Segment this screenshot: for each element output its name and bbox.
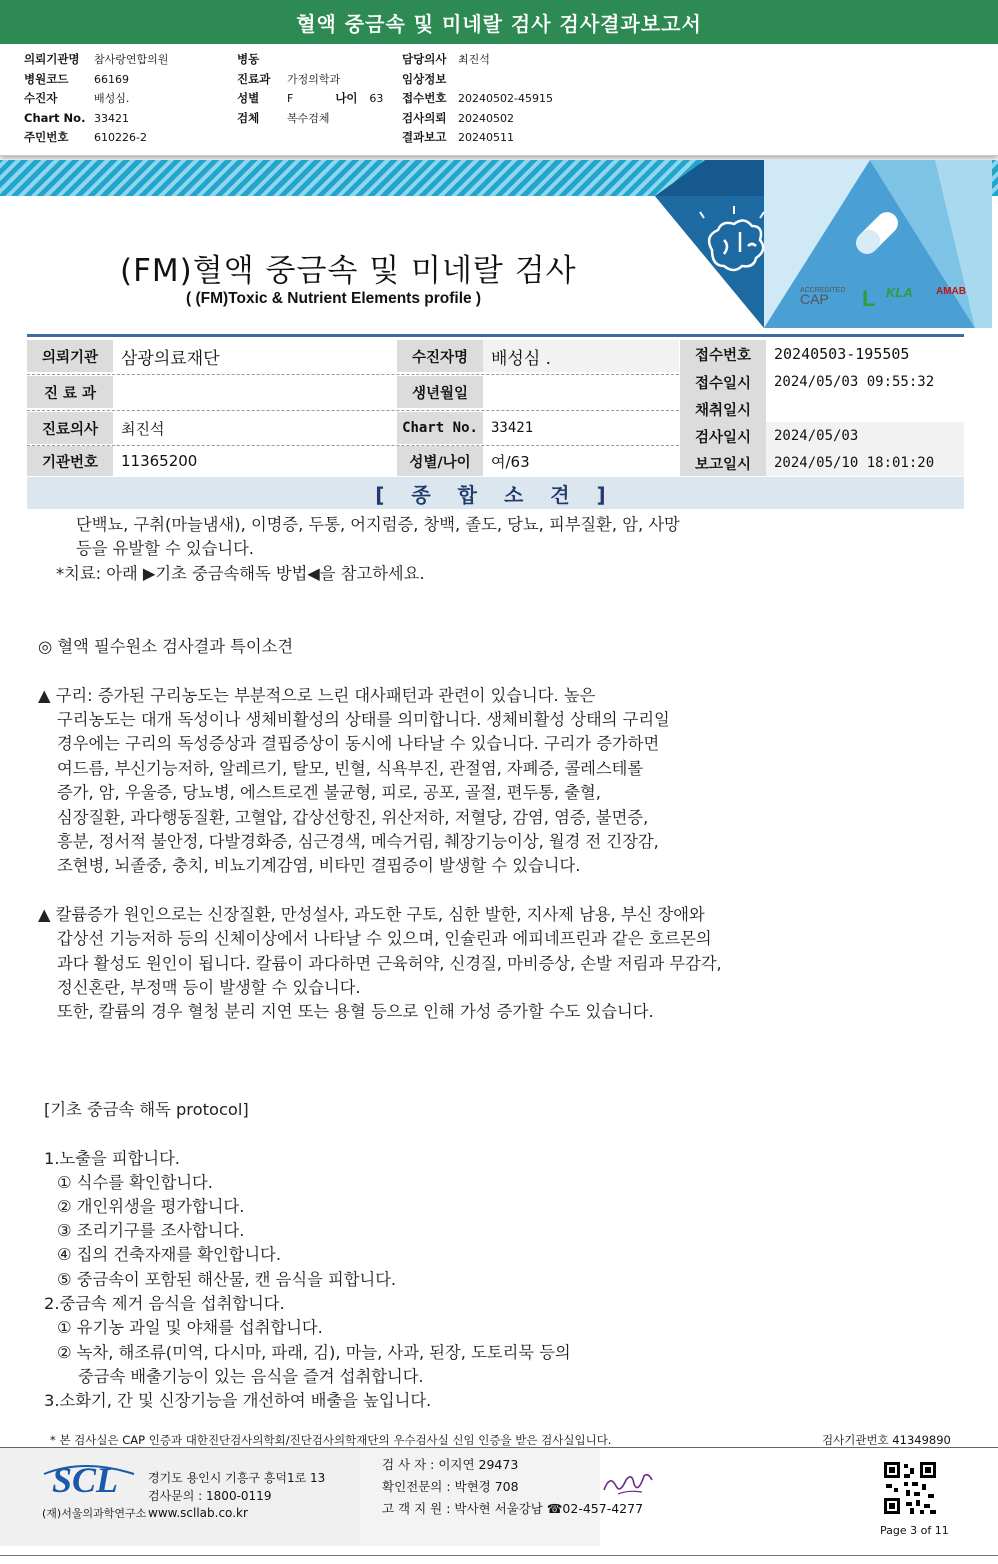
treatment-note: *치료: 아래 ▶기초 중금속해독 방법◀을 참고하세요. (56, 564, 425, 583)
cap-cert-text: CAP (800, 291, 829, 307)
info-label: 결과보고 (402, 130, 447, 144)
inspection-institution-no: 검사기관번호 41349890 (822, 1433, 951, 1447)
recv-no-label: 접수번호 (680, 340, 766, 368)
accreditation-note: * 본 검사실은 CAP 인증과 대한진단검사의학회/진단검사의학재단의 우수검사실 신임 인증을 받은 검사실입니다. (50, 1433, 612, 1447)
info-label: 임상정보 (402, 71, 447, 86)
info-value: 배성심. (94, 92, 130, 105)
protocol-step: 1.노출을 피합니다. (44, 1149, 180, 1168)
grid-divider (27, 445, 679, 446)
info-value: 참사랑연합의원 (94, 53, 169, 66)
test-date-label: 검사일시 (680, 422, 766, 450)
kla-cert-logo: KLA (886, 285, 913, 300)
protocol-item: ① 식수를 확인합니다. (57, 1173, 213, 1192)
dark-triangle-shade (655, 196, 764, 328)
section-heading: ◎ 혈액 필수원소 검사결과 특이소견 (38, 637, 294, 656)
potassium-line: 과다 활성도 원인이 됩니다. 칼륨이 과다하면 근육허약, 신경질, 마비증상, 손발 저림과 무감각, (57, 954, 722, 973)
tester-info: 검 사 자 : 이지연 29473 (382, 1457, 519, 1472)
footer-website: www.scllab.co.kr (148, 1506, 248, 1520)
grid-divider (27, 410, 679, 411)
doctor-value: 최진석 (121, 419, 165, 438)
age-value: 63 (369, 92, 384, 105)
info-label: 병동 (237, 52, 260, 66)
org-value: 삼광의료재단 (121, 348, 220, 369)
cap-cert-logo (800, 287, 846, 307)
info-label: 담당의사 (402, 52, 447, 66)
info-label: Chart No. (24, 110, 86, 125)
patient-info-grid (27, 334, 964, 474)
info-label: 검체 (237, 110, 260, 125)
bottom-rule (0, 1555, 998, 1556)
potassium-line: 또한, 칼륨의 경우 혈청 분리 지연 또는 용혈 등으로 인해 가성 증가할 수도 있습니다. (57, 1002, 654, 1021)
info-value: 최진석 (458, 53, 490, 66)
info-label: 접수번호 (402, 91, 447, 105)
protocol-step: 3.소화기, 간 및 신장기능을 개선하여 배출을 높입니다. (44, 1391, 432, 1410)
confirming-specialist: 확인전문의 : 박현경 708 (382, 1479, 519, 1494)
protocol-item: ⑤ 중금속이 포함된 해산물, 캔 음식을 피합니다. (57, 1270, 397, 1289)
header-graphic (0, 160, 998, 328)
info-label: 검사의뢰 (402, 110, 447, 125)
copper-line: 조현병, 뇌졸중, 충치, 비뇨기계감염, 비타민 결핍증이 발생할 수 있습니다. (57, 856, 581, 875)
footer-inquiry-phone: 검사문의 : 1800-0119 (148, 1489, 272, 1503)
protocol-step: 2.중금속 제거 음식을 섭취합니다. (44, 1294, 285, 1313)
test-subtitle: ( (FM)Toxic & Nutrient Elements profile ) (186, 290, 482, 307)
info-label: 병원코드 (24, 71, 69, 86)
scl-institute-name: (재)서울의과학연구소 (42, 1507, 147, 1520)
report-date-label: 보고일시 (680, 450, 766, 476)
info-label: 주민번호 (24, 130, 69, 144)
protocol-item: ① 유기농 과일 및 야채를 섭취합니다. (57, 1318, 323, 1337)
opinion-heading: [ 종 합 소 견 ] (27, 477, 964, 509)
info-label: 성별 (237, 91, 260, 105)
recv-date-value: 2024/05/03 09:55:32 (774, 374, 935, 390)
protocol-item: ④ 집의 건축자재를 확인합니다. (57, 1245, 282, 1264)
recv-no-value: 20240503-195505 (774, 345, 910, 363)
request-info-panel (0, 44, 998, 156)
test-title: (FM)혈액 중금속 및 미네랄 검사 (120, 253, 577, 289)
opinion-line: 단백뇨, 구취(마늘냄새), 이명증, 두통, 어지럼증, 창백, 졸도, 당뇨, 피부질환, 암, 사망 (76, 515, 680, 534)
info-value: 610226-2 (94, 131, 147, 144)
chart-value: 33421 (491, 420, 534, 436)
sexage-label: 성별/나이 (397, 446, 483, 476)
info-value: 복수검체 (287, 111, 330, 125)
copper-line: 심장질환, 과다행동질환, 고혈압, 갑상선항진, 위산저하, 저혈당, 감염, 염증, 불면증, (57, 808, 649, 827)
protocol-item: ③ 조리기구를 조사합니다. (57, 1221, 245, 1240)
collect-value (766, 396, 964, 422)
copper-line: 여드름, 부신기능저하, 알레르기, 탈모, 빈혈, 식욕부진, 관절염, 자폐증, 콜레스테롤 (57, 759, 644, 778)
dept-label: 진 료 과 (27, 376, 113, 408)
request-info-col-2 (237, 50, 383, 128)
info-value: F (287, 92, 294, 105)
collect-label: 채취일시 (680, 396, 766, 422)
org-label: 의뢰기관 (27, 340, 113, 372)
info-label: 수진자 (24, 91, 58, 105)
info-label: 의뢰기관명 (24, 52, 80, 66)
footer-address: 경기도 용인시 기흥구 흥덕1로 13 (148, 1471, 326, 1485)
info-value: 가정의학과 (287, 72, 341, 86)
page-number: Page 3 of 11 (880, 1524, 949, 1537)
lab-cert-logo: L (862, 286, 876, 311)
chart-label: Chart No. (397, 412, 483, 444)
recv-date-label: 접수일시 (680, 368, 766, 396)
info-value: 20240502-45915 (458, 92, 553, 105)
request-info-col-3 (402, 50, 553, 148)
inst-value: 11365200 (121, 452, 198, 470)
age-label: 나이 (335, 91, 358, 105)
copper-line: ▲ 구리: 증가된 구리농도는 부분적으로 느린 대사패턴과 관련이 있습니다. 높은 (38, 686, 596, 705)
test-date-value: 2024/05/03 (766, 422, 964, 450)
protocol-heading: [기초 중금속 해독 protocol] (44, 1100, 249, 1119)
potassium-line: 갑상선 기능저하 등의 신체이상에서 나타날 수 있으며, 인슐린과 에피네프린과 같은 호르몬의 (57, 929, 712, 948)
qr-code-icon (882, 1460, 938, 1516)
protocol-item: 중금속 배출기능이 있는 음식을 즐겨 섭취합니다. (78, 1367, 424, 1386)
potassium-line: 정신혼란, 부정맥 등이 발생할 수 있습니다. (57, 978, 361, 997)
birth-label: 생년월일 (397, 376, 483, 408)
dept-value (113, 376, 395, 408)
signature (600, 1470, 656, 1498)
cap-cert-subtext: ACCREDITED (800, 287, 846, 294)
inst-label: 기관번호 (27, 446, 113, 476)
copper-line: 구리농도는 대개 독성이나 생체비활성의 상태를 의미합니다. 생체비활성 상태의 구리일 (57, 710, 670, 729)
grid-divider (27, 374, 679, 375)
amab-cert-logo: AMAB (936, 286, 966, 297)
scl-logo: SCL (52, 1460, 119, 1500)
protocol-item: ② 녹차, 해조류(미역, 다시마, 파래, 김), 마늘, 사과, 된장, 도토리묵 등의 (57, 1343, 571, 1362)
info-value: 20240502 (458, 111, 514, 125)
customer-support: 고 객 지 원 : 박사현 서울강남 ☎02-457-4277 (382, 1501, 644, 1516)
info-label: 진료과 (237, 71, 271, 86)
copper-line: 흥분, 정서적 불안정, 다발경화증, 심근경색, 메슥거림, 췌장기능이상, 월경 전 긴장감, (57, 832, 659, 851)
copper-line: 경우에는 구리의 독성증상과 결핍증상이 동시에 나타날 수 있습니다. 구리가 증가하면 (57, 734, 660, 753)
info-value: 66169 (94, 72, 129, 86)
sexage-value: 여/63 (491, 452, 530, 471)
birth-value (483, 376, 679, 408)
opinion-line: 등을 유발할 수 있습니다. (76, 539, 254, 558)
request-info-col-1 (24, 50, 168, 148)
report-title: 혈액 중금속 및 미네랄 검사 검사결과보고서 (0, 0, 998, 44)
info-value: 33421 (94, 111, 129, 125)
report-date-value: 2024/05/10 18:01:20 (766, 450, 964, 476)
name-value: 배성심 . (483, 340, 679, 372)
protocol-item: ② 개인위생을 평가합니다. (57, 1197, 245, 1216)
name-label: 수진자명 (397, 340, 483, 372)
doctor-label: 진료의사 (27, 412, 113, 444)
info-value: 20240511 (458, 131, 514, 144)
copper-line: 증가, 암, 우울증, 당뇨병, 에스트로겐 불균형, 피로, 공포, 골절, 편두통, 출혈, (57, 783, 601, 802)
potassium-line: ▲ 칼륨증가 원인으로는 신장질환, 만성설사, 과도한 구토, 심한 발한, 지사제 남용, 부신 장애와 (38, 905, 705, 924)
